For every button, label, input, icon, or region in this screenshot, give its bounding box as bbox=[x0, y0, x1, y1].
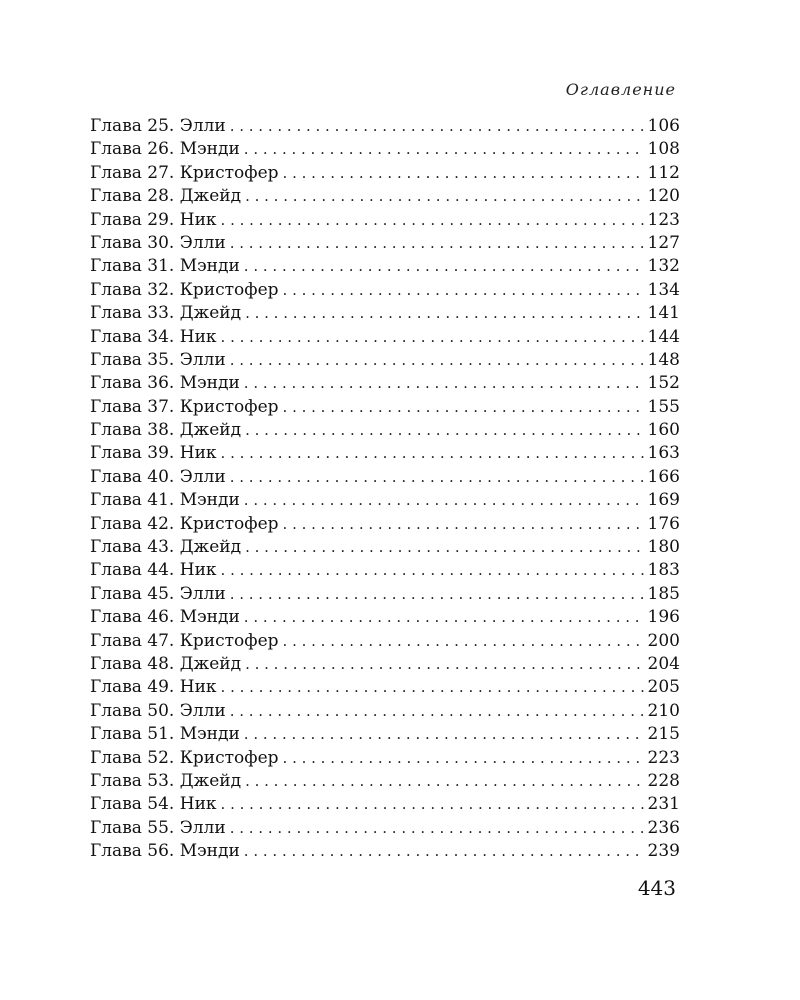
toc-entry-title: Глава 34. Ник bbox=[90, 326, 217, 347]
toc-entry bbox=[90, 232, 680, 255]
toc-entry bbox=[90, 700, 680, 723]
toc-entry bbox=[90, 630, 680, 653]
toc-entry-title: Глава 48. Джейд bbox=[90, 653, 242, 674]
toc-entry-title: Глава 49. Ник bbox=[90, 677, 217, 698]
toc-dot-leader bbox=[244, 723, 645, 746]
toc-entry bbox=[90, 279, 680, 302]
toc-entry-page: 231 bbox=[647, 794, 680, 815]
toc-entry bbox=[90, 793, 680, 816]
toc-entry bbox=[90, 513, 680, 536]
toc-entry bbox=[90, 583, 680, 606]
toc-entry-title: Глава 51. Мэнди bbox=[90, 724, 240, 745]
toc-entry bbox=[90, 442, 680, 465]
toc-entry bbox=[90, 559, 680, 582]
toc-entry bbox=[90, 606, 680, 629]
toc-entry-title: Глава 29. Ник bbox=[90, 209, 217, 230]
toc-dot-leader bbox=[221, 559, 645, 582]
toc-dot-leader bbox=[230, 583, 645, 606]
toc-entry-page: 155 bbox=[647, 396, 680, 417]
toc-entry bbox=[90, 349, 680, 372]
toc-entry-page: 123 bbox=[647, 209, 680, 230]
toc-entry-title: Глава 53. Джейд bbox=[90, 770, 242, 791]
toc-entry bbox=[90, 138, 680, 161]
table-of-contents bbox=[90, 115, 680, 864]
toc-dot-leader bbox=[245, 770, 644, 793]
toc-entry-page: 163 bbox=[647, 443, 680, 464]
toc-entry-title: Глава 41. Мэнди bbox=[90, 490, 240, 511]
toc-entry-page: 215 bbox=[647, 724, 680, 745]
toc-entry bbox=[90, 466, 680, 489]
toc-entry-page: 204 bbox=[647, 653, 680, 674]
toc-entry-page: 134 bbox=[647, 279, 680, 300]
toc-dot-leader bbox=[283, 279, 645, 302]
toc-dot-leader bbox=[245, 653, 644, 676]
toc-entry-page: 196 bbox=[647, 607, 680, 628]
toc-entry-page: 127 bbox=[647, 232, 680, 253]
toc-entry-page: 200 bbox=[647, 630, 680, 651]
toc-entry-title: Глава 43. Джейд bbox=[90, 537, 242, 558]
toc-entry-title: Глава 40. Элли bbox=[90, 466, 226, 487]
toc-entry-title: Глава 44. Ник bbox=[90, 560, 217, 581]
toc-entry bbox=[90, 536, 680, 559]
toc-entry-title: Глава 39. Ник bbox=[90, 443, 217, 464]
toc-entry-page: 132 bbox=[647, 256, 680, 277]
toc-dot-leader bbox=[283, 630, 645, 653]
toc-entry-page: 180 bbox=[647, 537, 680, 558]
toc-dot-leader bbox=[230, 817, 645, 840]
toc-entry-title: Глава 55. Элли bbox=[90, 817, 226, 838]
toc-entry-page: 169 bbox=[647, 490, 680, 511]
toc-entry-title: Глава 54. Ник bbox=[90, 794, 217, 815]
toc-dot-leader bbox=[244, 489, 645, 512]
toc-entry-title: Глава 46. Мэнди bbox=[90, 607, 240, 628]
toc-dot-leader bbox=[230, 349, 645, 372]
toc-entry-page: 239 bbox=[647, 841, 680, 862]
toc-entry-page: 185 bbox=[647, 583, 680, 604]
toc-entry-title: Глава 31. Мэнди bbox=[90, 256, 240, 277]
toc-dot-leader bbox=[283, 396, 645, 419]
toc-entry-title: Глава 50. Элли bbox=[90, 700, 226, 721]
toc-dot-leader bbox=[230, 466, 645, 489]
toc-entry bbox=[90, 817, 680, 840]
toc-dot-leader bbox=[221, 676, 645, 699]
running-header: Оглавление bbox=[565, 80, 676, 99]
toc-entry bbox=[90, 840, 680, 863]
toc-entry-page: 112 bbox=[647, 162, 680, 183]
toc-dot-leader bbox=[244, 255, 645, 278]
toc-dot-leader bbox=[230, 232, 645, 255]
toc-entry-page: 152 bbox=[647, 373, 680, 394]
toc-entry bbox=[90, 255, 680, 278]
toc-dot-leader bbox=[245, 419, 644, 442]
toc-entry-title: Глава 52. Кристофер bbox=[90, 747, 279, 768]
toc-entry bbox=[90, 302, 680, 325]
toc-entry bbox=[90, 489, 680, 512]
toc-entry bbox=[90, 723, 680, 746]
toc-entry-title: Глава 37. Кристофер bbox=[90, 396, 279, 417]
toc-entry bbox=[90, 770, 680, 793]
toc-entry bbox=[90, 115, 680, 138]
toc-entry-page: 120 bbox=[647, 186, 680, 207]
page-number: 443 bbox=[637, 876, 676, 900]
toc-entry-title: Глава 32. Кристофер bbox=[90, 279, 279, 300]
toc-entry bbox=[90, 747, 680, 770]
toc-entry-page: 144 bbox=[647, 326, 680, 347]
toc-entry bbox=[90, 419, 680, 442]
toc-entry-page: 210 bbox=[647, 700, 680, 721]
toc-entry-title: Глава 45. Элли bbox=[90, 583, 226, 604]
toc-entry-title: Глава 33. Джейд bbox=[90, 303, 242, 324]
toc-entry-page: 236 bbox=[647, 817, 680, 838]
toc-dot-leader bbox=[230, 115, 645, 138]
toc-dot-leader bbox=[245, 536, 644, 559]
toc-entry-page: 166 bbox=[647, 466, 680, 487]
toc-entry-page: 205 bbox=[647, 677, 680, 698]
toc-entry-title: Глава 35. Элли bbox=[90, 349, 226, 370]
toc-dot-leader bbox=[230, 700, 645, 723]
toc-entry bbox=[90, 162, 680, 185]
toc-entry-title: Глава 26. Мэнди bbox=[90, 139, 240, 160]
toc-entry-page: 160 bbox=[647, 420, 680, 441]
toc-dot-leader bbox=[221, 793, 645, 816]
toc-entry-title: Глава 42. Кристофер bbox=[90, 513, 279, 534]
toc-dot-leader bbox=[244, 372, 645, 395]
toc-entry-title: Глава 36. Мэнди bbox=[90, 373, 240, 394]
toc-entry bbox=[90, 326, 680, 349]
toc-entry-title: Глава 38. Джейд bbox=[90, 420, 242, 441]
toc-entry-page: 108 bbox=[647, 139, 680, 160]
toc-entry-title: Глава 30. Элли bbox=[90, 232, 226, 253]
toc-entry bbox=[90, 676, 680, 699]
toc-entry-page: 176 bbox=[647, 513, 680, 534]
toc-dot-leader bbox=[245, 302, 644, 325]
toc-entry-title: Глава 47. Кристофер bbox=[90, 630, 279, 651]
toc-entry bbox=[90, 653, 680, 676]
toc-entry-page: 106 bbox=[647, 116, 680, 136]
toc-entry-page: 228 bbox=[647, 770, 680, 791]
toc-entry bbox=[90, 185, 680, 208]
toc-dot-leader bbox=[244, 840, 645, 863]
toc-entry-page: 223 bbox=[647, 747, 680, 768]
toc-dot-leader bbox=[283, 747, 645, 770]
toc-entry-page: 148 bbox=[647, 349, 680, 370]
toc-entry-title: Глава 27. Кристофер bbox=[90, 162, 279, 183]
toc-entry-page: 141 bbox=[647, 303, 680, 324]
toc-dot-leader bbox=[221, 442, 645, 465]
toc-entry bbox=[90, 372, 680, 395]
toc-entry-title: Глава 56. Мэнди bbox=[90, 841, 240, 862]
toc-entry bbox=[90, 209, 680, 232]
toc-entry bbox=[90, 396, 680, 419]
toc-dot-leader bbox=[245, 185, 644, 208]
toc-dot-leader bbox=[221, 326, 645, 349]
toc-dot-leader bbox=[283, 162, 645, 185]
toc-dot-leader bbox=[221, 209, 645, 232]
toc-entry-page: 183 bbox=[647, 560, 680, 581]
toc-dot-leader bbox=[283, 513, 645, 536]
toc-dot-leader bbox=[244, 138, 645, 161]
toc-entry-title: Глава 25. Элли bbox=[90, 116, 226, 136]
toc-dot-leader bbox=[244, 606, 645, 629]
toc-entry-title: Глава 28. Джейд bbox=[90, 186, 242, 207]
